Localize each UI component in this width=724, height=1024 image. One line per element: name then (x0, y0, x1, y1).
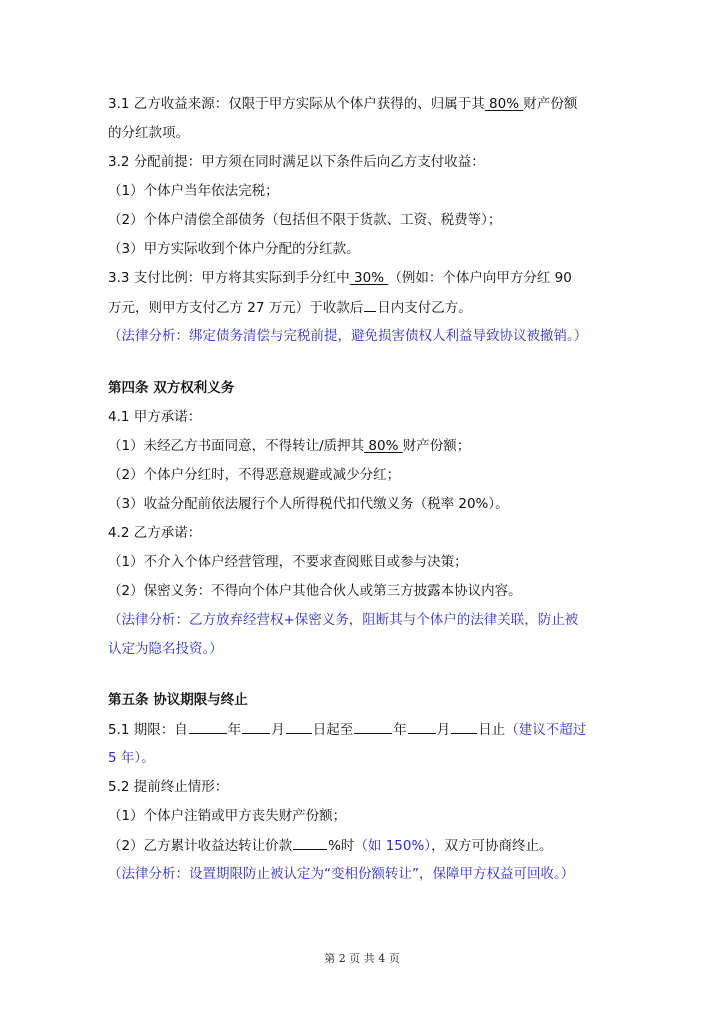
legal-analysis-3-text: （法律分析：绑定债务清偿与完税前提，避免损害债权人利益导致协议被撤销。） (108, 328, 588, 344)
clause-5-2 (108, 778, 228, 796)
clause-4-2-item-1-text: （1）不介入个体户经营管理，不要求查阅账目或参与决策； (108, 554, 468, 570)
end-day-blank (451, 720, 477, 734)
clause-5-2-item-2-end: ，双方可协商终止。 (431, 838, 553, 854)
clause-4-1-item-2 (108, 466, 400, 484)
clause-4-1-item-1 (108, 437, 470, 455)
clause-5-2-item-1 (108, 807, 346, 825)
clause-3-2-item-3 (108, 240, 360, 258)
legal-analysis-5 (108, 865, 574, 883)
clause-4-1 (108, 408, 201, 426)
clause-4-1-item-1-text: （1）未经乙方书面同意，不得转让/质押其 (108, 438, 365, 454)
clause-3-2-item-1 (108, 182, 279, 200)
clause-3-2-item-1-text: （1）个体户当年依法完税； (108, 183, 279, 199)
clause-5-2-text: 5.2 提前终止情形： (108, 779, 229, 795)
legal-analysis-4-line-2 (108, 640, 223, 658)
clause-3-3-line-1 (108, 269, 572, 287)
month-label: 月 (436, 722, 451, 738)
clause-4-1-text: 4.1 甲方承诺： (108, 409, 202, 425)
year-label: 年 (227, 722, 242, 738)
clause-4-2-item-2-text: （2）保密义务：不得向个体户其他合伙人或第三方披露本协议内容。 (108, 583, 522, 599)
clause-3-2-item-2-text: （2）个体户清偿全部债务（包括但不限于货款、工资、税费等）； (108, 212, 502, 228)
clause-3-2-text: 3.2 分配前提：甲方须在同时满足以下条件后向乙方支付收益： (108, 154, 485, 170)
year-label: 年 (393, 722, 407, 738)
legal-analysis-4-text: （法律分析：乙方放弃经营权+保密义务，阻断其与个体户的法律关联，防止被 (108, 612, 579, 628)
clause-4-1-item-3-text: （3）收益分配前依法履行个人所得税代扣代缴义务（税率 20%）。 (108, 496, 509, 512)
clause-4-2-text: 4.2 乙方承诺： (108, 525, 202, 541)
end-month-blank (408, 720, 436, 734)
clause-5-1-text: 5.1 期限：自 (108, 722, 188, 738)
share-percentage: 80% (484, 96, 524, 112)
clause-3-1-text-end: 财产份额 (523, 96, 578, 112)
percentage-example: （如 150%） (354, 838, 432, 854)
legal-analysis-4-text-cont: 认定为隐名投资。） (108, 641, 223, 657)
clause-3-1-line-1 (108, 95, 577, 113)
start-month-blank (242, 720, 270, 734)
clause-3-3-line-2 (108, 298, 472, 317)
clause-5-2-item-1-text: （1）个体户注销或甲方丧失财产份额； (108, 808, 347, 824)
clause-4-2-item-1 (108, 553, 468, 571)
month-label: 月 (271, 722, 285, 738)
term-suggestion: （建议不超过 (505, 722, 587, 738)
section-5-heading (108, 691, 248, 709)
clause-3-1-text: 3.1 乙方收益来源：仅限于甲方实际从个体户获得的、归属于其 (108, 96, 485, 112)
clause-3-1-line-2 (108, 124, 189, 142)
legal-analysis-5-text: （法律分析：设置期限防止被认定为“变相份额转让”，保障甲方权益可回收。） (108, 866, 575, 882)
clause-3-3-end: 日内支付乙方。 (377, 300, 472, 316)
clause-4-2 (108, 524, 201, 542)
clause-4-1-item-2-text: （2）个体户分红时，不得恶意规避或减少分红； (108, 467, 401, 483)
section-4-heading-text: 第四条 双方权利义务 (108, 380, 235, 396)
end-year-blank (354, 720, 392, 734)
section-5-heading-text: 第五条 协议期限与终止 (108, 692, 248, 708)
page-number-footer (0, 950, 724, 966)
clause-3-2-item-3-text: （3）甲方实际收到个体户分配的分红款。 (108, 241, 360, 257)
clause-3-2-item-2 (108, 211, 501, 229)
clause-3-1-continuation: 的分红款项。 (108, 125, 189, 141)
clause-5-2-item-2 (108, 836, 553, 855)
clause-3-2 (108, 153, 485, 171)
clause-4-2-item-2 (108, 582, 522, 600)
clause-5-1-line-2 (108, 749, 155, 767)
start-day-blank (286, 720, 312, 734)
clause-4-1-item-3 (108, 495, 509, 513)
legal-analysis-4-line-1 (108, 611, 578, 629)
payout-percentage: 30% (349, 270, 389, 286)
pledge-share-percentage: 80% (364, 438, 403, 454)
term-suggestion-cont: 5 年）。 (108, 750, 155, 766)
clause-5-2-item-2-text: （2）乙方累计收益达转让价款 (108, 838, 293, 854)
clause-5-1-line-1 (108, 720, 586, 739)
clause-4-1-item-1-end: 财产份额； (402, 438, 471, 454)
clause-3-3-text: 3.3 支付比例：甲方将其实际到手分红中 (108, 270, 350, 286)
start-year-blank (189, 720, 227, 734)
clause-3-3-example-cont: 万元，则甲方支付乙方 27 万元）于收款后 (108, 300, 364, 316)
page-number: 第 2 页 共 4 页 (324, 952, 400, 965)
legal-analysis-3 (108, 327, 587, 345)
clause-3-3-example: （例如：个体户向甲方分红 90 (388, 270, 572, 286)
section-4-heading (108, 379, 234, 397)
days-blank (364, 298, 376, 312)
percentage-blank (293, 836, 327, 850)
percentage-label: %时 (328, 838, 355, 854)
day-label: 日止 (478, 722, 506, 738)
day-label: 日起至 (312, 722, 354, 738)
